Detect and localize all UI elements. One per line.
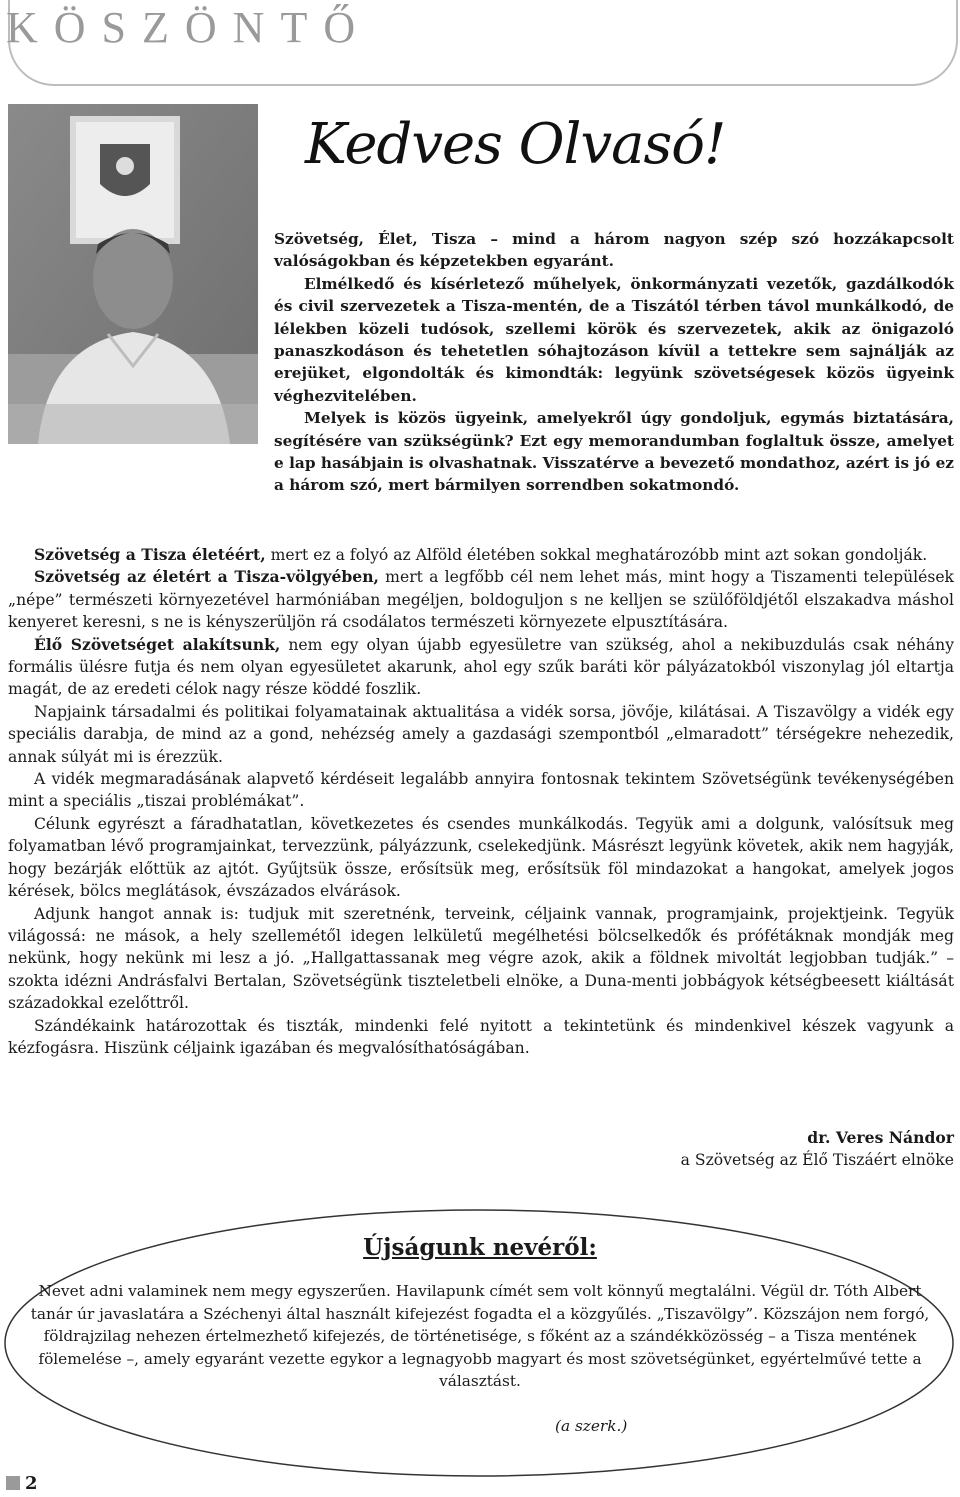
name-box-signature: (a szerk.) [555, 1417, 628, 1435]
paragraph-text: mert a legfőbb cél nem lehet más, mint hogy a Tiszamenti települések „népe” természeti környezetével harmóniában megéljen, boldoguljon s ne kelljen se szülőföldjétől elszakadva máshol kenyeret keresni, s ne is kényszerüljön rá csodálatos természeti környezete elpusztítására. [8, 568, 955, 632]
body-paragraph [8, 768, 954, 813]
paragraph-text: mert ez a folyó az Alföld életében sokkal meghatározóbb mint azt sokan gondolják. [265, 546, 928, 564]
paragraph-text: Napjaink társadalmi és politikai folyamatainak aktualitása a vidék sorsa, jövője, kilátásai. A Tiszavölgy a vidék egy speciális darabja, de mind az a gond, nehézség amely a gazdasági szempontból „elmaradott” térségekre nehezedik, annak súlyát mi is érezzük. [8, 702, 954, 766]
intro-paragraph: Elmélkedő és kísérletező műhelyek, önkormányzati vezetők, gazdálkodók és civil szervezetek a Tisza-mentén, de a Tiszától térben távol munkálkodó, de lélekben közeli tudósok, szellemi körök és szervezetek, akik az önigazoló panaszkodáson és tehetetlen sóhajtozáson kívül a tettekre sem sajnálják az erejüket, elgondolták és kimondták: legyünk szövetségesek közös ügyeink véghezvitelében. [274, 274, 954, 405]
paragraph-text: Szándékaink határozottak és tiszták, mindenki felé nyitott a tekintetünk és mindenkivel készek vagyunk a kézfogásra. Hiszünk céljaink igazában és megvalósíthatóságában. [8, 1016, 954, 1057]
author-photo [8, 104, 258, 444]
paragraph-lead: Élő Szövetséget alakítsunk, [34, 634, 281, 654]
paragraph-text: A vidék megmaradásának alapvető kérdéseit legalább annyira fontosnak tekintem Szövetségünk tevékenységében mint a speciális „tiszai problémákat”. [8, 770, 954, 811]
name-box-title: Újságunk nevéről: [363, 1234, 597, 1261]
body-paragraph [8, 1015, 954, 1060]
intro-paragraph: Melyek is közös ügyeink, amelyekről úgy gondoljuk, egymás biztatására, segítésére van szükségünk? Ezt egy memorandumban foglaltuk össze, amelyet e lap hasábjain is olvashatnak. Visszatérve a bevezető mondathoz, azért is jó ez a három szó, mert bármilyen sorrendben sokatmondó. [274, 409, 954, 495]
page-number-value: 2 [25, 1473, 38, 1494]
body-paragraph [8, 813, 954, 903]
paragraph-text: Adjunk hangot annak is: tudjuk mit szeretnénk, terveink, céljaink vannak, programjaink, projektjeink. Tegyük világossá: ne mások, a hely szellemétől idegen lelkületű megélhetési bölcselkedők és prófétáknak mondják meg nekünk, hogy nekünk mi lesz a jó. „Hallgattassanak meg végre azok, akik a földnek mivoltát legjobban tudják.” – szokta idézni Andrásfalvi Bertalan, Szövetségünk tiszteletbeli elnöke, a Duna-menti jobbágyok kétségbeesett kiáltását századokkal ezelőttről. [8, 904, 954, 1013]
intro-paragraph: Szövetség, Élet, Tisza – mind a három nagyon szép szó hozzákapcsolt valóságokban és képzetekben egyaránt. [274, 230, 954, 271]
body-paragraph [8, 903, 954, 1015]
body-paragraph [8, 701, 954, 768]
paragraph-text: Célunk egyrészt a fáradhatatlan, következetes és csendes munkálkodás. Tegyük ami a dolgunk, valósítsuk meg folyamatban lévő programjainkat, tervezzünk, pályázzunk, cselekedjünk. Másrészt legyünk követek, akik nem hagyják, hogy bezárják előttük az ajtót. Gyűjtsük össze, erősítsük meg, erősítsük föl mindazokat a hangokat, amelyek jogos kérések, bölcs meglátások, évszázados elvárások. [8, 814, 954, 901]
name-box-text: Nevet adni valaminek nem megy egyszerűen. Havilapunk címét sem volt könnyű megtalálni. Végül dr. Tóth Albert tanár úr javaslatára a Széchenyi által használt kifejezést fogadta el a közgyűlés. „Tiszavölgy”. Közszájon nem forgó, földrajzilag nehezen értelmezhető kifejezés, de történetisége, s főként az a szándékközösség – a Tisza mentének fölemelése –, amely egyaránt vezette egykor a legnagyobb magyart és most szövetségünket, egyértelművé tette a választást. [30, 1282, 930, 1391]
body-paragraph [8, 544, 954, 566]
signature-role: a Szövetség az Élő Tiszáért elnöke [680, 1151, 954, 1170]
paragraph-lead: Szövetség az életért a Tisza-völgyében, [34, 567, 379, 587]
signature [681, 1127, 954, 1172]
body-paragraph [8, 634, 954, 701]
page-number [6, 1473, 38, 1494]
intro-text [274, 228, 954, 497]
section-title: KÖSZÖNTŐ [6, 3, 372, 52]
body-paragraph [8, 566, 954, 633]
greeting: Kedves Olvasó! [305, 112, 726, 177]
paragraph-text: nem egy olyan újabb egyesületre van szükség, ahol a nekibuzdulás csak néhány formális ülésre futja és nem olyan egyesületet akarunk, ahol egy szűk baráti kör pályázatokból viszonylag jól eltartja magát, de az eredeti célok nagy része köddé foszlik. [8, 635, 955, 699]
signature-name: dr. Veres Nándor [807, 1128, 954, 1147]
paragraph-lead: Szövetség a Tisza életéért, [34, 545, 266, 564]
article-body [8, 544, 954, 1059]
